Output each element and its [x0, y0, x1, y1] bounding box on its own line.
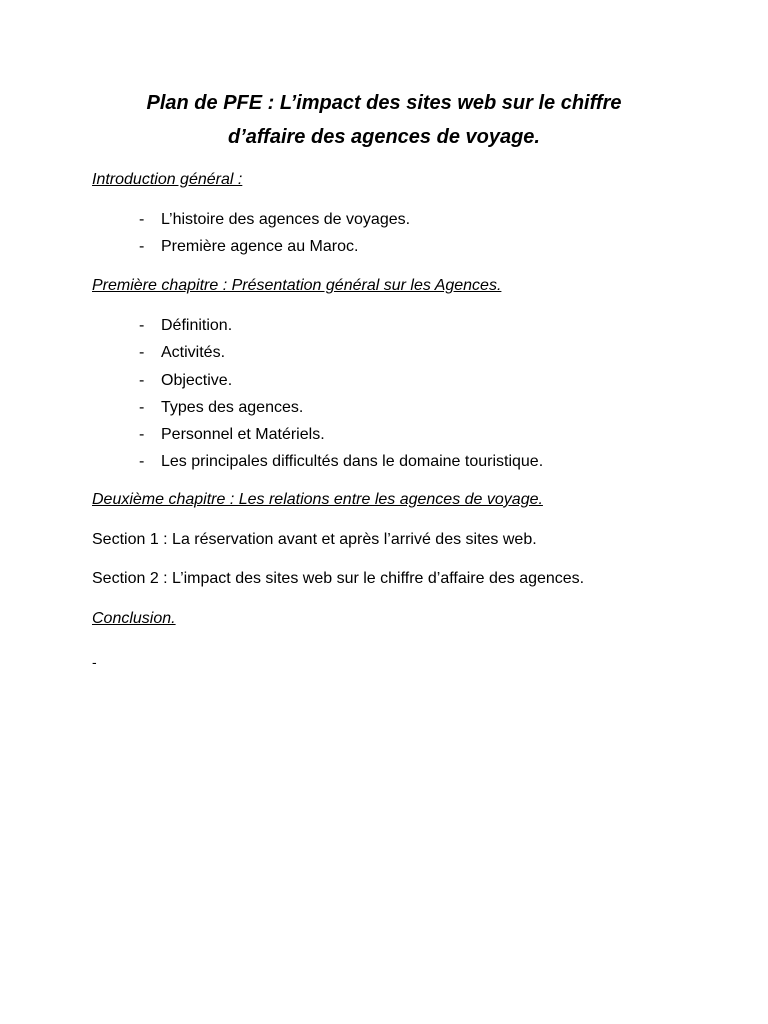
conclusion-heading: Conclusion.: [92, 610, 176, 627]
list-item-text: Types des agences.: [161, 398, 304, 416]
section-1-text: Section 1 : La réservation avant et après l’arrivé des sites web.: [92, 531, 537, 548]
list-item-text: Activités.: [161, 344, 226, 362]
dash-bullet: -: [139, 398, 145, 416]
list-item-text: L’histoire des agences de voyages.: [161, 211, 411, 228]
dash-bullet: -: [139, 344, 145, 362]
chapitre-2-heading: Deuxième chapitre : Les relations entre les agences de voyage.: [92, 491, 543, 508]
dash-bullet: -: [139, 453, 145, 471]
title-line-1: Plan de PFE : L’impact des sites web sur le chiffre: [146, 92, 622, 114]
dash-bullet: -: [139, 317, 145, 334]
document-title: [60, 86, 708, 154]
chapitre-1-heading: Première chapitre : Présentation général sur les Agences.: [92, 277, 502, 294]
introduction-heading: Introduction général :: [92, 171, 243, 188]
trailing-dash: -: [92, 654, 97, 670]
dash-bullet: -: [139, 211, 145, 228]
list-item-text: Définition.: [161, 317, 233, 334]
dash-bullet: -: [139, 238, 145, 256]
list-item-text: Les principales difficultés dans le domaine touristique.: [161, 453, 544, 471]
list-item-text: Objective.: [161, 371, 233, 389]
dash-bullet: -: [139, 426, 145, 444]
title-line-2: d’affaire des agences de voyage.: [227, 126, 540, 148]
list-item-text: Première agence au Maroc.: [161, 238, 359, 256]
list-item-text: Personnel et Matériels.: [161, 426, 325, 444]
dash-bullet: -: [139, 371, 145, 389]
section-2-text: Section 2 : L’impact des sites web sur le chiffre d’affaire des agences.: [92, 570, 585, 587]
